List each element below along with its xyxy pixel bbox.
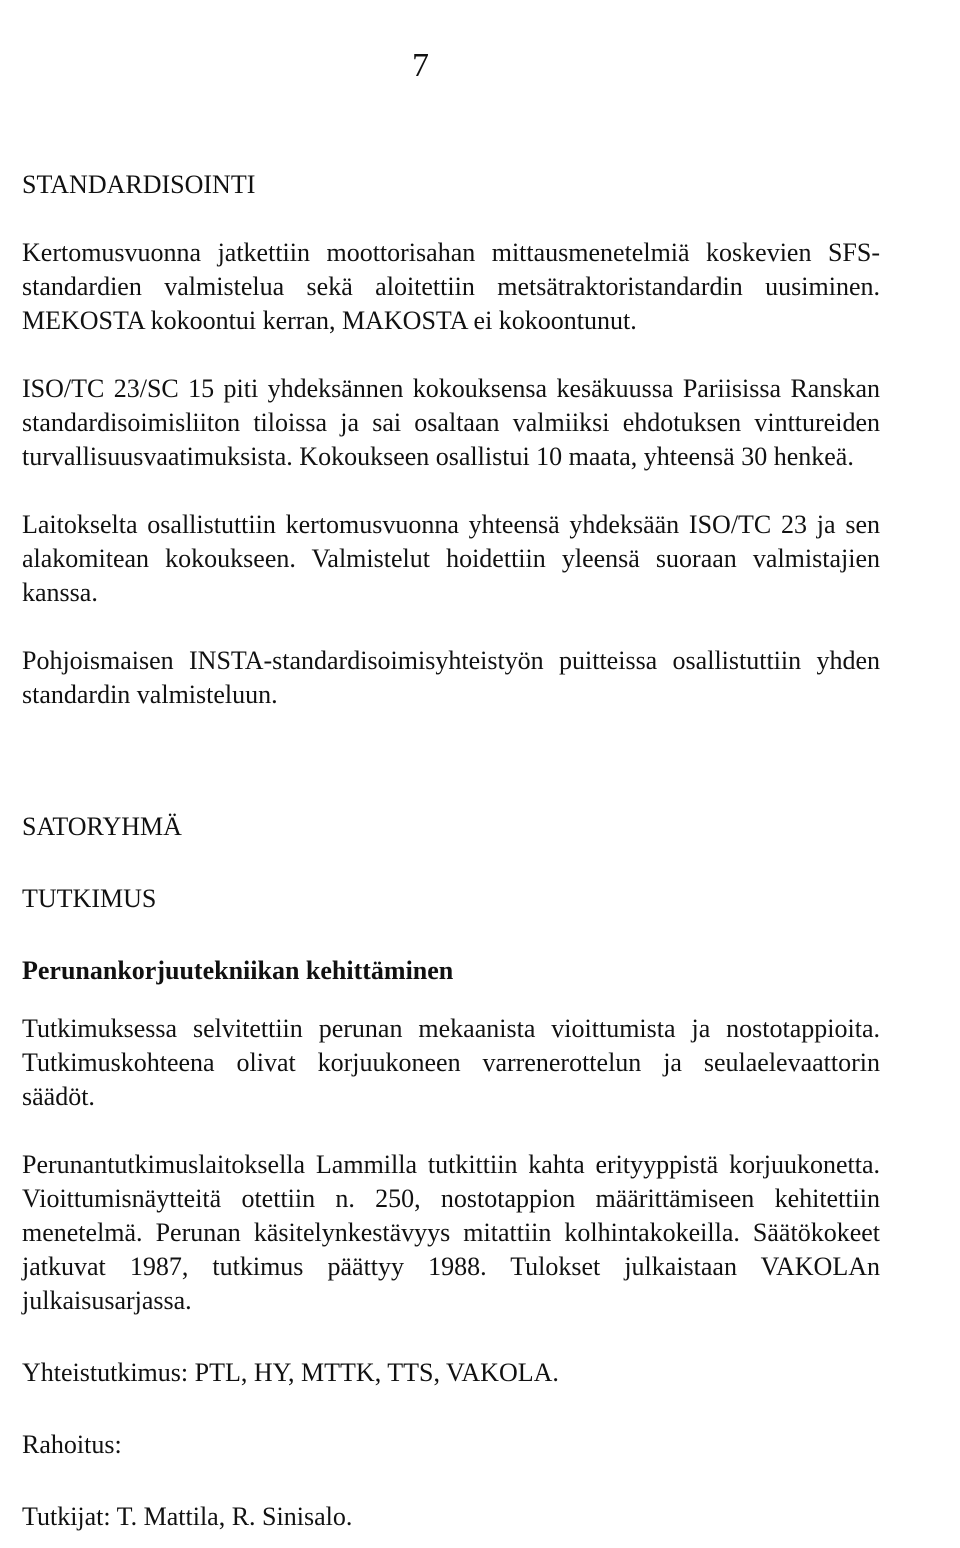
paragraph: Kertomusvuonna jatkettiin moottorisahan mittausmenetelmiä koskevien SFS-standardien valmistelua sekä aloitettiin metsätraktoristandardin uusiminen. MEKOSTA kokoontui kerran, MAKOSTA ei kokoontunut.	[22, 238, 880, 335]
paragraph: Pohjoismaisen INSTA-standardisoimisyhteistyön puitteissa osallistuttiin yhden standardin valmisteluun.	[22, 646, 880, 709]
section-standardisointi	[22, 168, 880, 712]
spacer	[22, 610, 880, 644]
paragraph: Laitokselta osallistuttiin kertomusvuonna yhteensä yhdeksään ISO/TC 23 ja sen alakomitean kokoukseen. Valmistelut hoidettiin yleensä suoraan valmistajien kanssa.	[22, 510, 880, 607]
spacer	[22, 202, 880, 236]
spacer	[22, 712, 880, 810]
spacer	[22, 1462, 880, 1500]
subheading-tutkimus: TUTKIMUS	[22, 884, 157, 913]
yhteistutkimus-line: Yhteistutkimus: PTL, HY, MTTK, TTS, VAKOLA.	[22, 1358, 559, 1387]
spacer	[22, 338, 880, 372]
spacer	[22, 844, 880, 882]
paragraph: Tutkimuksessa selvitettiin perunan mekaanista vioittumista ja nostotappioita. Tutkimuskohteena olivat korjuukoneen varrenerottelun ja seulaelevaattorin säädöt.	[22, 1014, 880, 1111]
spacer	[22, 1318, 880, 1356]
section-heading-satoryhma: SATORYHMÄ	[22, 812, 182, 841]
tutkijat-line: Tutkijat: T. Mattila, R. Sinisalo.	[22, 1502, 353, 1531]
rahoitus-line: Rahoitus:	[22, 1430, 122, 1459]
spacer	[22, 916, 880, 954]
spacer	[22, 474, 880, 508]
spacer	[22, 1390, 880, 1428]
topic-heading: Perunankorjuutekniikan kehittäminen	[22, 956, 454, 985]
page-content	[22, 168, 880, 1534]
spacer	[22, 988, 880, 1012]
section-satoryhma	[22, 810, 880, 1534]
section-heading-standardisointi: STANDARDISOINTI	[22, 170, 256, 199]
paragraph: Perunantutkimuslaitoksella Lammilla tutkittiin kahta erityyppistä korjuukonetta. Vioittumisnäytteitä otettiin n. 250, nostotappion määrittämiseen kehitettiin menetelmä. Perunan käsitelynkestävyys mitattiin kolhintakokeilla. Säätökokeet jatkuvat 1987, tutkimus päättyy 1988. Tulokset julkaistaan VAKOLAn julkaisusarjassa.	[22, 1150, 880, 1315]
spacer	[22, 1114, 880, 1148]
paragraph: ISO/TC 23/SC 15 piti yhdeksännen kokouksensa kesäkuussa Pariisissa Ranskan standardisoimisliiton tiloissa ja sai osaltaan valmiiksi ehdotuksen vinttureiden turvallisuusvaatimuksista. Kokoukseen osallistui 10 maata, yhteensä 30 henkeä.	[22, 374, 880, 471]
page-number: 7	[412, 47, 429, 84]
